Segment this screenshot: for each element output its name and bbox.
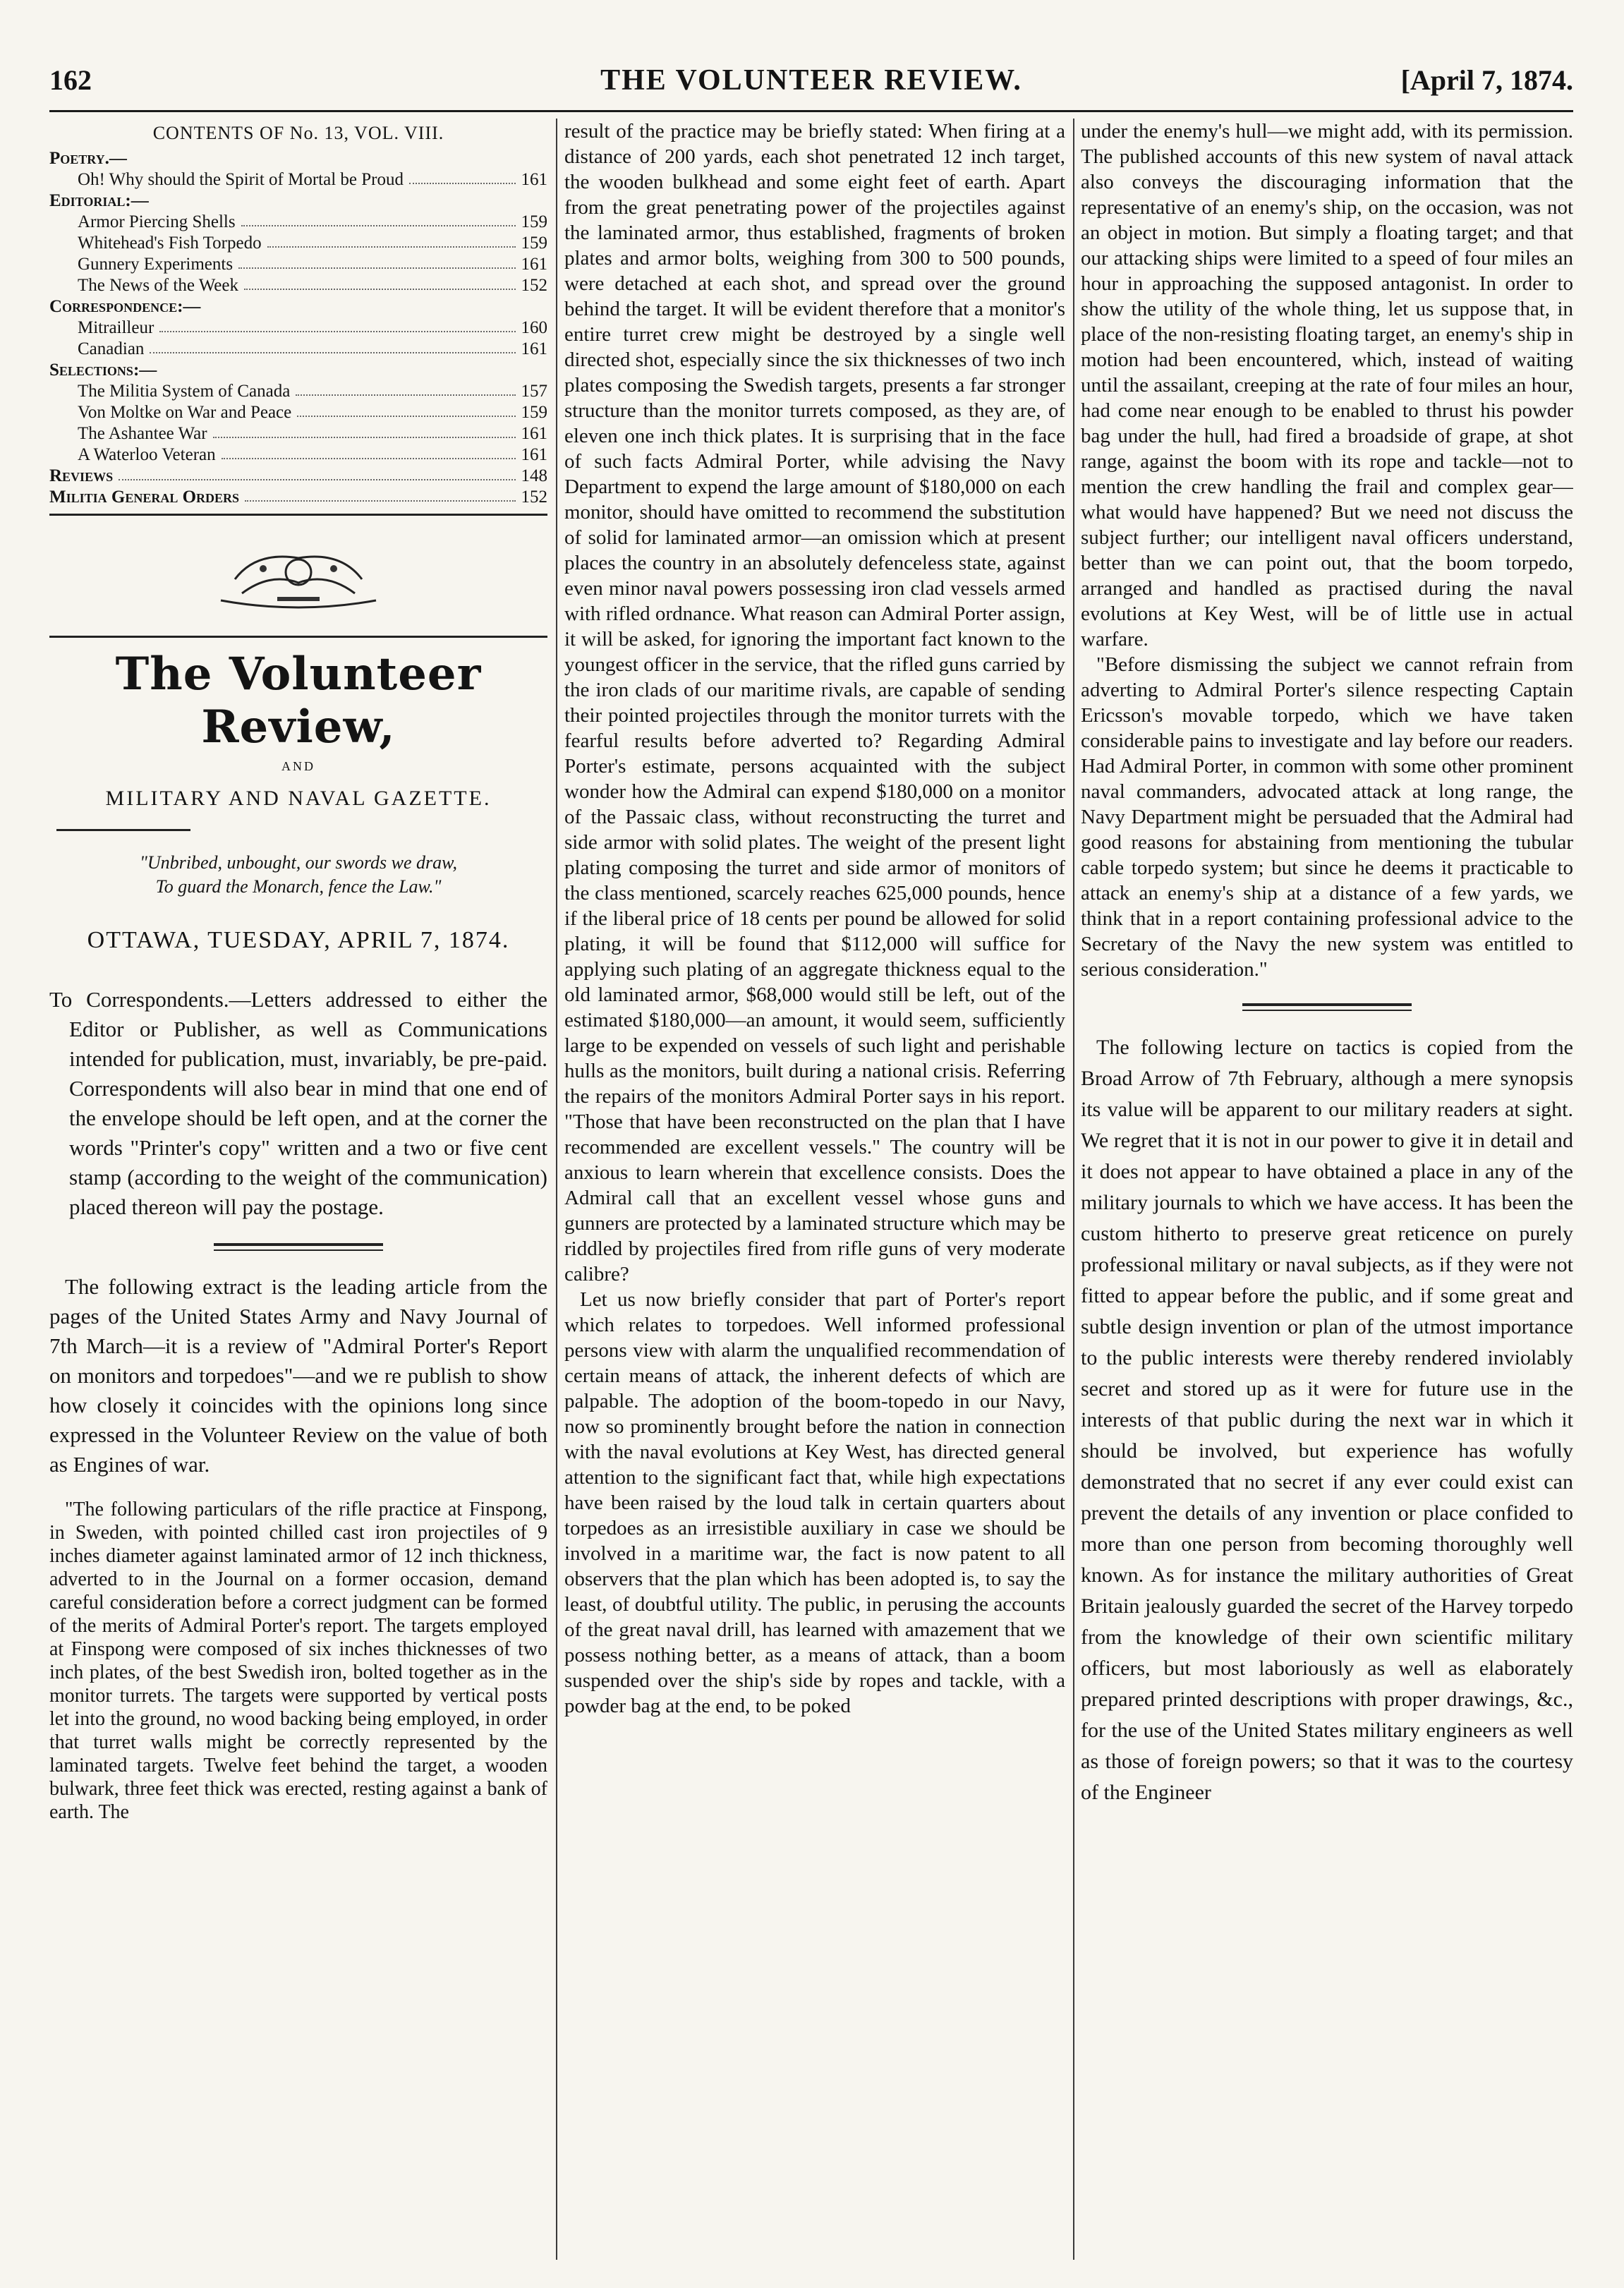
contents-entry: Militia General Orders 152 [49,488,547,507]
motto-line-2: To guard the Monarch, fence the Law." [155,876,442,897]
contents-heading: CONTENTS OF No. 13, VOL. VIII. [152,123,444,143]
masthead-title: The Volunteer Review, [115,648,482,753]
contents-entry: The News of the Week 152 [78,276,547,295]
column-rule-2 [1073,119,1074,2260]
contents-entry: Gunnery Experiments 161 [78,255,547,274]
column-1 [49,119,547,2260]
contents-entry: Mitrailleur 160 [78,318,547,337]
lecture-intro-paragraph: The following lecture on tactics is copied from the Broad Arrow of 7th February, although a mere synopsis its value will be apparent to our military readers at sight. We regret that it is not in our power to give it in detail and it does not appear to have obtained a place in any of the military journals to which we have access. It has been the custom hitherto to preserve great reticence on purely professional military or naval subjects, as if they were not fitted to appear before the public, and if some great and subtle design invention or plan of the utmost importance to the public interests were thereby rendered inviolably secret and stored up as it were for future use in the interests of that public during the next war in which it should be involved, but experience has wofully demonstrated that no secret if any ever could exist can prevent the details of any invention or place confided to more than one person from becoming thoroughly well known. As for instance the military authorities of Great Britain jealously guarded the secret of the Harvey torpedo from the knowledge of their own scientific military officers, but most laboriously as well as elaborately prepared printed descriptions with proper drawings, &c., for the use of the United States military engineers as well as those of foreign powers; so that it was to the courtesy of the Engineer [1081,1036,1573,1804]
to-correspondents-notice: To Correspondents.—Letters addressed to either the Editor or Publisher, as well as Communications intended for publication, must, invariably, be pre-paid. Correspondents will also bear in mind that one end of the envelope should be left open, and at the corner the words "Printer's copy" written and a two or five cent stamp (according to the weight of the communication) placed thereon will pay the postage. [49,987,547,1219]
running-date: [April 7, 1874. [1400,64,1573,96]
motto-line-1: "Unbribed, unbought, our swords we draw, [139,852,458,873]
masthead-motto [49,851,547,899]
contents-box [49,123,547,508]
column-3 [1081,119,1573,2260]
column-rule-1 [556,119,557,2260]
masthead-rule [49,636,547,638]
article-paragraph: under the enemy's hull—we might add, with its permission. The published accounts of this new system of naval attack also conveys the discouraging information that the representative of an enemy's ship, on the occasion, was not an object in motion. But simply a floating target; and that our attacking ships were limited to a speed of four miles an hour in approaching the supposed antagonist. In order to show the utility of the whole thing, let us suppose that, in place of the non-resisting floating target, an enemy's ship in motion had been encountered, which, instead of waiting until the assailant, creeping at the rate of four miles an hour, had come near enough to be enabled to thrust his powder bag under the hull, had fired a broadside of grape, at shot range, against the boom with its rope and tackle—not to mention the crew handling the frail and complex gear—what would have happened? But we need not discuss the subject further; our intelligent naval officers understand, better than we can point out, that the boom torpedo, arranged and handled as practised during the naval evolutions at Key West, will be of little use in actual warfare. [1081,120,1573,650]
contents-section: Editorial:— [49,191,149,210]
contents-entry: Oh! Why should the Spirit of Mortal be Proud 161 [78,170,547,189]
page-number: 162 [49,64,92,96]
article-paragraph: Let us now briefly consider that part of Porter's report which relates to torpedoes. Well informed professional persons view with alarm the unqualified recommendation of certain means of attack, the inherent defects of which are palpable. The adoption of the boom-topedo in our Navy, now so prominently brought before the nation in connection with the naval evolutions at Key West, has directed general attention to the significant fact that, while high expectations have been raised by the loud talk in certain quarters about torpedoes as an irresistible auxiliary in case we should be involved in a maritime war, the fact is now patent to all observers that the plan which has been adopted is, to say the least, of doubtful utility. The public, in perusing the accounts of the great naval drill, has learned with amazement that we possess nothing better, as a means of attack, than a boom suspended over the ship's side by ropes and tackle, with a powder bag at the end, to be poked [564,1288,1065,1717]
section-divider [214,1243,383,1251]
dateline: OTTAWA, TUESDAY, APRIL 7, 1874. [87,927,510,953]
header-rule [49,110,1573,112]
contents-entry: Whitehead's Fish Torpedo 159 [78,234,547,253]
article-paragraph: result of the practice may be briefly stated: When firing at a distance of 200 yards, each shot penetrated 12 inch target, the wooden bulkhead and some eight feet of earth. Apart from the great penetrating power of the projectiles against the laminated armor, thus established, fragments of broken plates and armor bolts, weighing from 300 to 500 pounds, were detached at each shot, and spread over the ground behind the target. It will be evident therefore that a monitor's entire turret crew might be destroyed by a single well directed shot, especially since the six thicknesses of two inch plates composing the Swedish targets, presents a far stronger structure than the monitor turrets composed, as they are, of eleven one inch thick plates. It is surprising that in the face of such facts Admiral Porter, while advising the Navy Department to expend the large amount of $180,000 on each monitor, should have omitted to recommend the substitution of solid for laminated armor—an omission which at present places the country in an absolutely defenceless state, against even minor naval powers possessing iron clad vessels armed with rifled ordnance. What reason can Admiral Porter assign, it will be asked, for ignoring the important fact known to the youngest officer in the service, that the rifled guns carried by the iron clads of our maritime rivals, are capable of sending their pointed projectiles through the monitor turrets with the fearful results before adverted to? Regarding Admiral Porter's estimate, persons acquainted with the subject wonder how the Admiral can expend $180,000 on a monitor of the Passaic class, without reconstructing the turret and side armor with solid plates. The weight of the present light plating composing the turret and side armor of monitors of the class mentioned, scarcely reaches 625,000 pounds, hence if the liberal price of 18 cents per pound be allowed for solid plating, it will be found that $112,000 will suffice for applying such plating of an aggregate thickness equal to the old laminated armor, $68,000 would still be left, out of the estimated $180,000—an amount, it would seem, sufficiently large to be expended on vessels of such light and perishable hulls as the monitors, built during a national crisis. Referring the repairs of the monitors Admiral Porter says in his report. "Those that have been reconstructed on the plan that I have recommended are excellent vessels." The country will be anxious to learn wherein that excellence consists. Does the Admiral call that an excellent vessel whose guns and gunners are protected by a laminated structure which may be riddled by projectiles fired from rifle guns of very moderate calibre? [564,120,1065,1285]
contents-entry: A Waterloo Veteran 161 [78,445,547,464]
contents-entry: Armor Piercing Shells 159 [78,212,547,231]
contents-entry: Von Moltke on War and Peace 159 [78,403,547,422]
article-paragraph: "Before dismissing the subject we cannot refrain from adverting to Admiral Porter's silence respecting Captain Ericsson's movable torpedo, which we have taken considerable pains to investigate and lay before our readers. Had Admiral Porter, in common with some other prominent naval commanders, advocated attack at long range, the Navy Department might be persuaded that the Admiral had good reasons for abstaining from mentioning the tubular cable torpedo system; but since he deems it practicable to attack an enemy's ship at a distance of a few yards, we think that in a report containing professional advice to the Secretary of the Navy the new system was entitled to serious consideration." [1081,653,1573,981]
masthead-subtitle: MILITARY AND NAVAL GAZETTE. [105,787,492,810]
contents-entry: Reviews 148 [49,466,547,485]
contents-rule [49,514,547,516]
contents-entry: The Militia System of Canada 157 [78,382,547,401]
running-title: THE VOLUNTEER REVIEW. [600,64,1022,97]
column-2 [564,119,1065,2260]
contents-section: Selections:— [49,361,157,380]
section-divider [1242,1003,1412,1011]
masthead-short-rule [56,829,190,831]
contents-entry: Canadian 161 [78,339,547,358]
extract-intro-paragraph: The following extract is the leading article from the pages of the United States Army and Navy Journal of 7th March—it is a review of "Admiral Porter's Report on monitors and torpedoes"—and we re publish to show how closely it coincides with the opinions long since expressed in the Volunteer Review on the value of both as Engines of war. [49,1274,547,1477]
contents-section: Correspondence:— [49,297,201,316]
contents-section: Poetry.— [49,149,127,168]
masthead-and: AND [281,759,315,773]
running-head [49,56,1573,106]
crest-ornament [49,523,547,629]
contents-entry: The Ashantee War 161 [78,424,547,443]
crest-image [193,530,404,622]
extract-paragraph: "The following particulars of the rifle practice at Finspong, in Sweden, with pointed chilled cast iron projectiles of 9 inches diameter against laminated armor of 12 inch thickness, adverted to in the Journal on a former occasion, demand careful consideration before a correct judgment can be formed of the merits of Admiral Porter's report. The targets employed at Finspong were composed of six inches thicknesses of two inch plates, of the best Swedish iron, bolted together as in the monitor turrets. The targets were supported by vertical posts let into the ground, no wood backing being employed, in order that turret walls might be correctly represented by the laminated targets. Twelve feet behind the target, a wooden bulwark, three feet thick was erected, resting against a bank of earth. The [49,1499,547,1823]
